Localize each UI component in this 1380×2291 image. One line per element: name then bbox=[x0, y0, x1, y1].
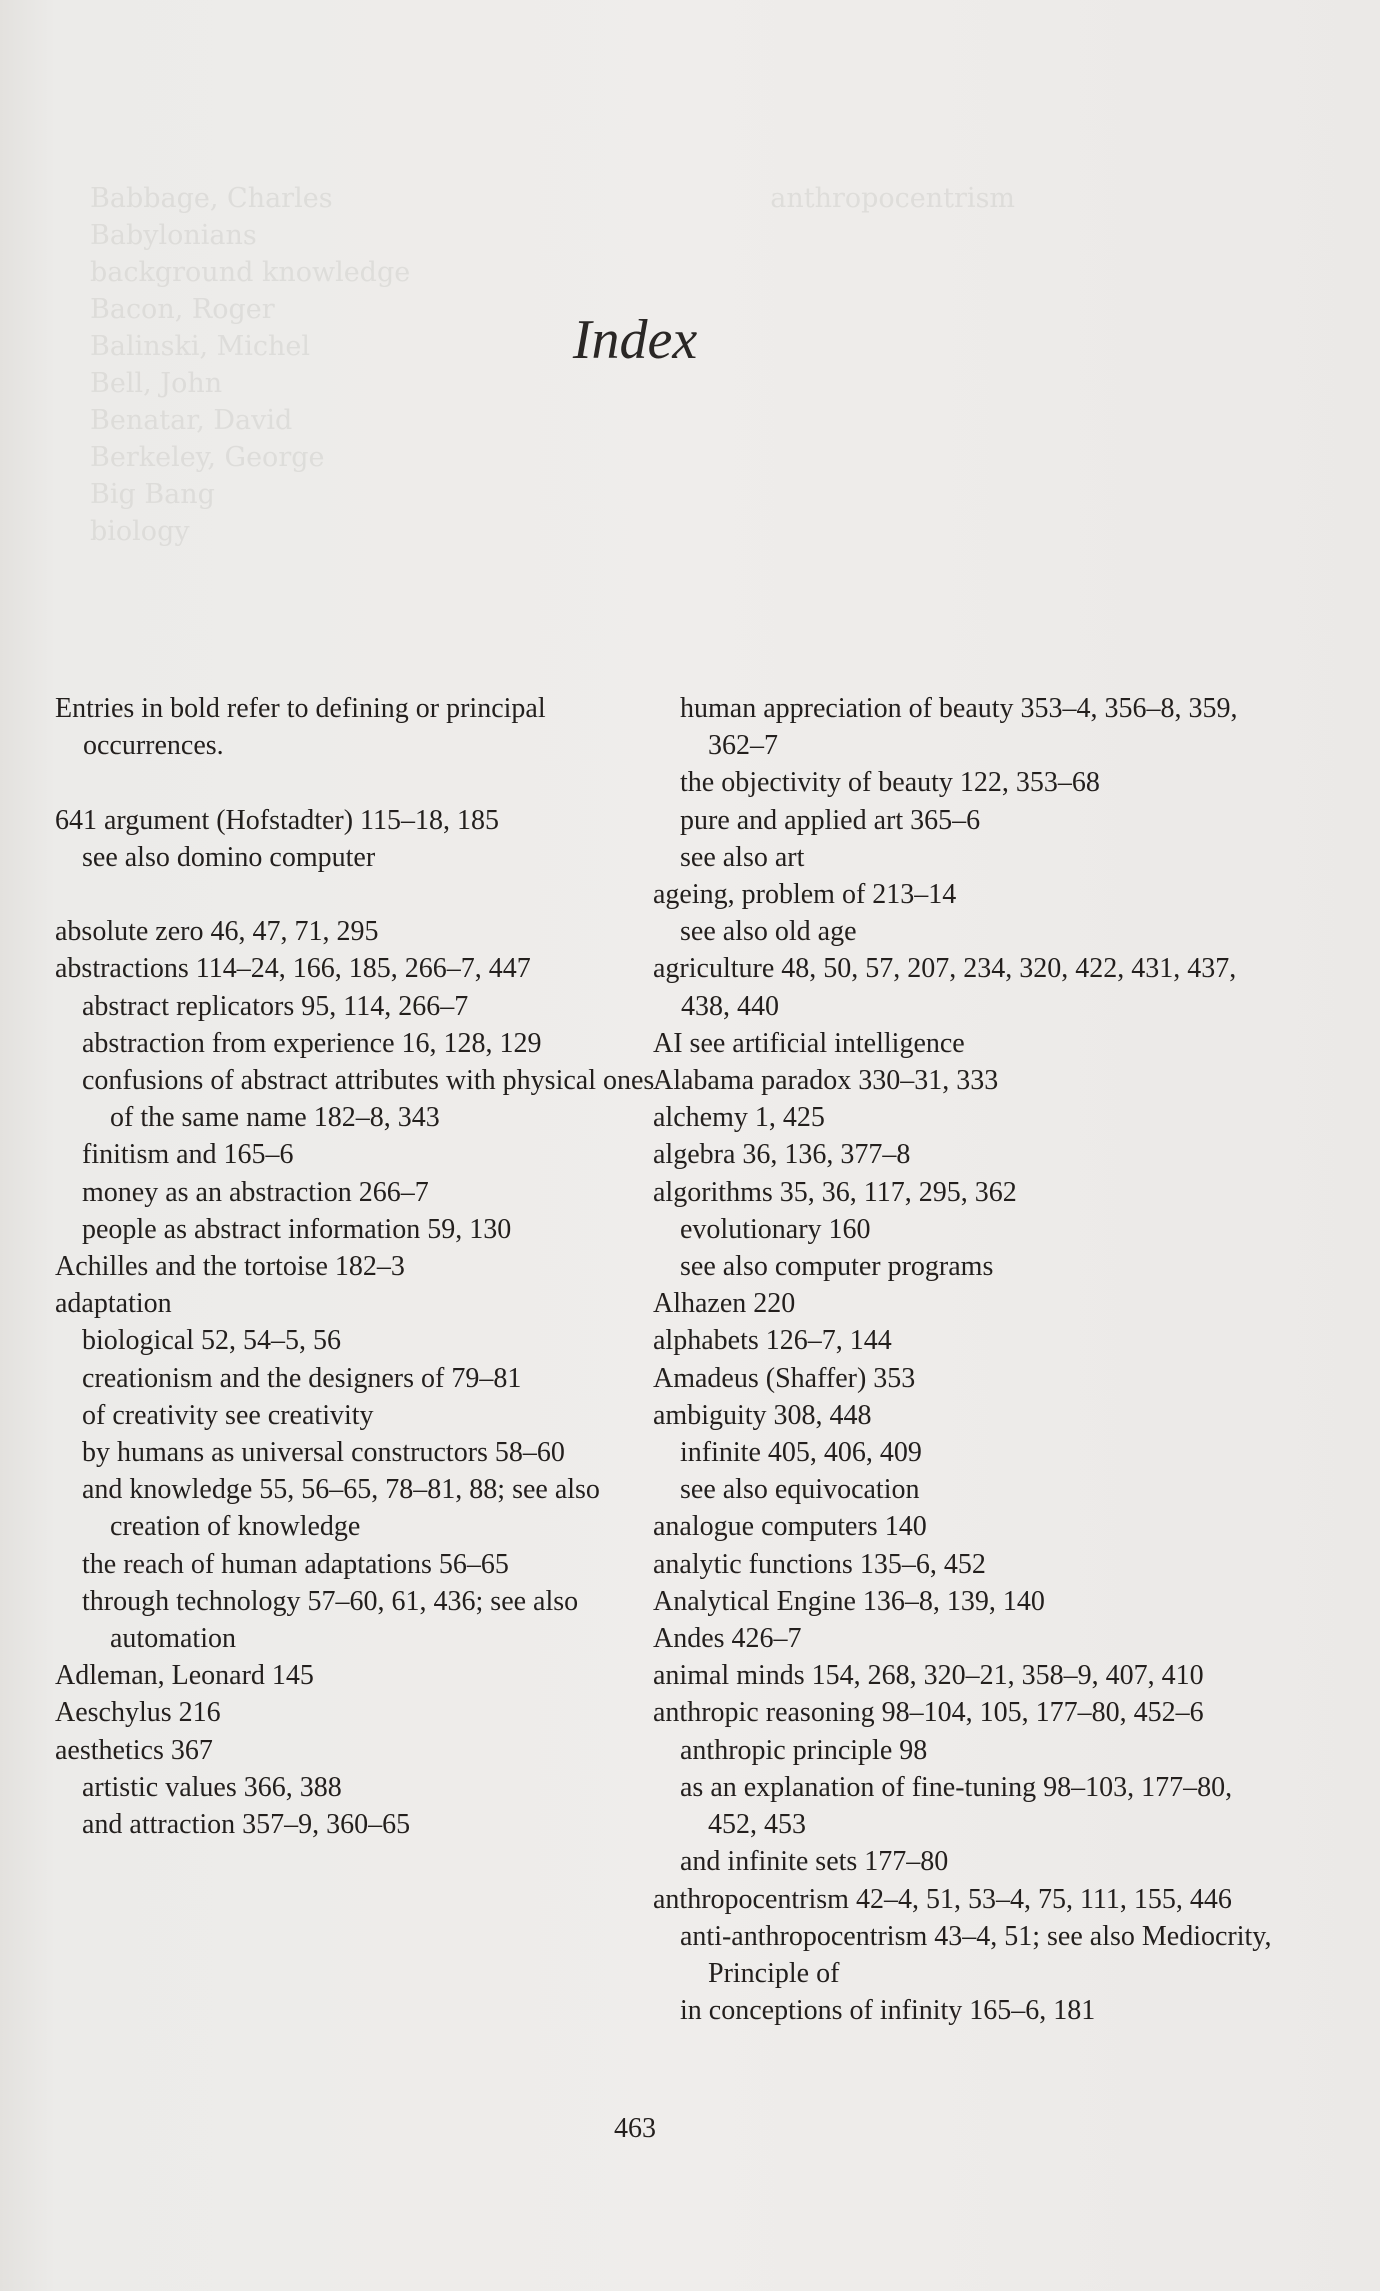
index-entry: Alhazen 220 bbox=[653, 1288, 796, 1320]
index-subentry: and knowledge 55, 56–65, 78–81, 88; see also creation of knowledge bbox=[82, 1474, 600, 1543]
index-subentry: see also computer programs bbox=[680, 1251, 994, 1283]
index-subentry: see also domino computer bbox=[82, 841, 376, 873]
entry-gap bbox=[55, 764, 655, 801]
index-entry: ageing, problem of 213–14 bbox=[653, 879, 957, 911]
index-subentry: finitism and 165–6 bbox=[82, 1139, 294, 1171]
index-entry: alchemy 1, 425 bbox=[653, 1102, 825, 1134]
index-entry: Amadeus (Shaffer) 353 bbox=[653, 1362, 916, 1394]
index-subentry: see also old age bbox=[680, 916, 857, 948]
index-subentry: the reach of human adaptations 56–65 bbox=[82, 1548, 509, 1580]
index-entry: agriculture 48, 50, 57, 207, 234, 320, 422, 431, 437, 438, 440 bbox=[653, 953, 1237, 1022]
index-subentry: creationism and the designers of 79–81 bbox=[82, 1362, 522, 1394]
index-subentry: through technology 57–60, 61, 436; see also automation bbox=[82, 1585, 579, 1655]
index-entry: 641 argument (Hofstadter) 115–18, 185 bbox=[55, 804, 500, 836]
index-column-right bbox=[653, 690, 1273, 2029]
entry-gap bbox=[55, 876, 655, 913]
index-entry: aesthetics 367 bbox=[55, 1734, 213, 1766]
index-subentry: abstraction from experience 16, 128, 129 bbox=[82, 1027, 542, 1059]
index-subentry: and infinite sets 177–80 bbox=[680, 1846, 949, 1878]
index-subentry: and attraction 357–9, 360–65 bbox=[82, 1809, 411, 1841]
index-subentry: artistic values 366, 388 bbox=[82, 1771, 342, 1803]
index-subentry: in conceptions of infinity 165–6, 181 bbox=[680, 1995, 1096, 2027]
index-entry: alphabets 126–7, 144 bbox=[653, 1325, 892, 1357]
index-subentry: by humans as universal constructors 58–60 bbox=[82, 1437, 565, 1469]
index-entry: Entries in bold refer to defining or principal occurrences. bbox=[55, 693, 546, 762]
index-entry: analytic functions 135–6, 452 bbox=[653, 1548, 986, 1580]
index-entry: Andes 426–7 bbox=[653, 1623, 802, 1655]
index-entry: algebra 36, 136, 377–8 bbox=[653, 1139, 911, 1171]
index-subentry: see also art bbox=[680, 841, 805, 873]
index-subentry: money as an abstraction 266–7 bbox=[82, 1176, 429, 1208]
page-title: Index bbox=[572, 309, 698, 371]
index-subentry: as an explanation of fine-tuning 98–103, 177–80, 452, 453 bbox=[680, 1771, 1233, 1841]
index-entry: Adleman, Leonard 145 bbox=[55, 1660, 314, 1692]
index-subentry: anthropic principle 98 bbox=[680, 1734, 928, 1766]
index-entry: Analytical Engine 136–8, 139, 140 bbox=[653, 1585, 1045, 1617]
index-column-left bbox=[55, 690, 655, 1843]
index-entry: absolute zero 46, 47, 71, 295 bbox=[55, 916, 379, 948]
index-entry: abstractions 114–24, 166, 185, 266–7, 447 bbox=[55, 953, 531, 985]
index-entry: anthropocentrism 42–4, 51, 53–4, 75, 111, 155, 446 bbox=[653, 1883, 1232, 1915]
index-entry: adaptation bbox=[55, 1288, 172, 1320]
index-entry: analogue computers 140 bbox=[653, 1511, 927, 1543]
index-entry: ambiguity 308, 448 bbox=[653, 1399, 872, 1431]
index-subentry: of creativity see creativity bbox=[82, 1399, 374, 1431]
index-subentry: people as abstract information 59, 130 bbox=[82, 1213, 512, 1245]
index-subentry: human appreciation of beauty 353–4, 356–8, 359, 362–7 bbox=[680, 693, 1238, 762]
index-entry: Achilles and the tortoise 182–3 bbox=[55, 1251, 405, 1283]
index-subentry: infinite 405, 406, 409 bbox=[680, 1437, 922, 1469]
index-subentry: the objectivity of beauty 122, 353–68 bbox=[680, 767, 1100, 799]
index-subentry: confusions of abstract attributes with physical ones of the same name 182–8, 343 bbox=[82, 1065, 655, 1134]
index-entry: anthropic reasoning 98–104, 105, 177–80, 452–6 bbox=[653, 1697, 1204, 1729]
index-entry: AI see artificial intelligence bbox=[653, 1027, 965, 1059]
index-entry: Alabama paradox 330–31, 333 bbox=[653, 1065, 999, 1097]
index-subentry: abstract replicators 95, 114, 266–7 bbox=[82, 990, 469, 1022]
index-subentry: biological 52, 54–5, 56 bbox=[82, 1325, 341, 1357]
index-subentry: pure and applied art 365–6 bbox=[680, 804, 981, 836]
show-through-text: Babbage, Charles anthropocentrism Babylonians background knowledge Bacon, Roger Balinski, Michel Bell, John Benatar, David Berkeley, George Big Bang biology bbox=[90, 183, 1016, 547]
index-subentry: anti-anthropocentrism 43–4, 51; see also Mediocrity, Principle of bbox=[680, 1920, 1272, 1989]
index-subentry: see also equivocation bbox=[680, 1474, 920, 1506]
page-number: 463 bbox=[614, 2113, 656, 2144]
index-entry: Aeschylus 216 bbox=[55, 1697, 221, 1729]
index-entry: algorithms 35, 36, 117, 295, 362 bbox=[653, 1176, 1017, 1208]
index-entry: animal minds 154, 268, 320–21, 358–9, 407, 410 bbox=[653, 1660, 1204, 1692]
index-subentry: evolutionary 160 bbox=[680, 1213, 871, 1245]
